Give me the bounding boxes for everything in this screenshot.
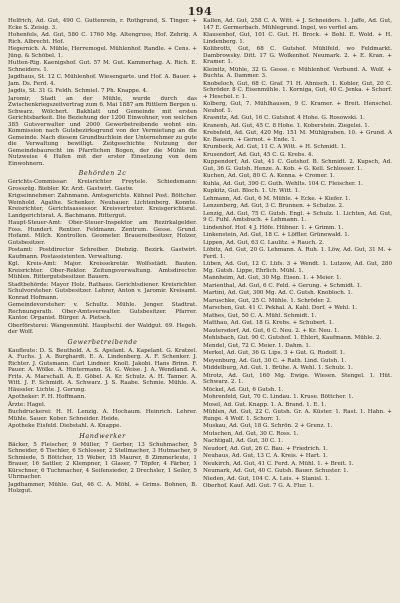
text-entry: Krebsfeld, Ad. Gut, 420 Mg. 151 M. Mühlgraben. 10. + Grund. A Kr. Bauern. + Gernot. + Ende. 1. — [203, 130, 392, 143]
text-entry: Ärzte: Hagel. — [8, 401, 46, 408]
text-entry: Martini, Ad. Gut, 300 Mg. Ad. C. Gutsh. Knobloch. 1. — [203, 290, 353, 296]
text-entry: Gerichts-Commissar: Kreisrichter Freytele. Schiedsmann: Grosszüg. Biebler. Kr. Arzt. Gastwirt. Gastw. — [8, 179, 197, 192]
text-entry: Lenzig, Ad. Gut, 75 C. Gutsh. Engl. + Schulz. 1. Lichten, Ad. Gut, 9 C. Fuhl. Amtsbuch. + Lehmann. 1. — [203, 210, 392, 223]
text-entry: Lehmann, Ad. Gut, 6 M. Mühle. + Ecke. + Kiefer. 1. — [203, 195, 351, 202]
text-entry: Haupt-Steuer-Amt: Ober-Steuer-Inspektor am Rezirkalgelder. Foss. Hundert. Rentier. Feldmann. Zentrum. Gesse. Grund. Hofamt. Milch. Kontrollen. Geometer. Brauereibesitzer, Holzer, Gutsbesitzer. — [8, 220, 197, 246]
text-entry: Middelburg, Ad. Gut. 1. Brühe. A. Wehl. 1. Schulz. 1. — [203, 365, 353, 371]
text-entry: Maruschke, Gut, 25 C. Mühle. 1. Schröder. 2. — [203, 297, 332, 304]
text-entry: Muskau, Ad. Gut, 18 G. Schrön. 2 + Grenz. 1. — [203, 423, 333, 429]
text-entry: Lindenhof. Hof. 4 J. Höfe. Hübner. 1. + Grimm. 1. — [203, 224, 344, 231]
text-entry: Löbitz, Ad. Gut, 20 G. Lehmann. A. Ruh. 1. Löw, Ad. Gut, 31 M. + Ferd. 1. — [203, 247, 392, 260]
text-entry: Mohrenfeld, Gut, 70 C. Lindau. 1. Kruse. Böttcher. 1. — [203, 394, 354, 400]
text-entry: Marschen, Gut. 41 C. Pekhal. A. Kahl. Dorf. + Wehl. 1. — [203, 305, 358, 311]
text-entry: Jagdhaus, St. 12 C. Mühlenhof. Wiesengarte. und Hof. A. Bauer. + Jam. Ds. Ferd. 4. — [8, 74, 197, 87]
text-entry: Mannheim, Ad. Gut, 30 Mg. Eisen. 1. + Meier. 1. — [203, 275, 342, 281]
text-entry: Mautersdorf, Ad. Gut, 6 C. Neu. 2. + Kr. Neu. 1. — [203, 327, 340, 334]
text-entry: Apotheker: F. H. Hoffmann. — [8, 394, 87, 400]
text-entry: Knobeloch, Gut, 68 C. Graf. 71 H. Ahnisch. 1. Kobler, Gut, 20 C. Schröder. 8 C. Eisenmühle. 1. Korniga, Gut, 40 C. Jenka. + Schorf. + Heschel. r. 1. — [203, 80, 392, 100]
text-entry: Jagdhammer, Mühle. Gut, 46 C. A. Möhl. + Grims. Bohnen, B. Holzgut. — [8, 481, 197, 494]
text-entry: Nachtigall, Ad. Gut, 30 C. 1. — [203, 438, 283, 444]
text-entry: Neukirch, Ad. Gut, 41 C. Ferd. A. Mühl. 1. + Breit. 1. — [203, 460, 354, 467]
text-entry: Krumbeck, Ad. Gut, 11 C. A Witt. + H. Schmidt. 1. — [203, 144, 346, 150]
text-entry: Kaufleute: D. S. Beuthold. A. S. Apelant. A. Kapelant. G. Kratzel. A. Fuchs. J. A. Burghardt. E. A. Lindenberg. A. F. Schenker. J. Richter. J. Gutsmann. Carl Lindner. Knoll. Jakobi. Hans Brinn. F. Pauer. A. Wölke. A. Hintermann. St. G. Weise. J. A. Wendland. A. Frits. A. Marschall. A. E. Göbel. A. Kr. Schulz. A. H. Tanner. A. Witt. J. F. Schmidt. A. Schwarz. J. S. Raabe. Schmie. Mühle. A. Häussler. Lichte. J. Gerung. — [8, 347, 197, 393]
text-entry: Neuhaus, Ad. Gut, 13 C. A. Kreis. + Hart. 1. — [203, 453, 328, 459]
text-entry: Mosel, Ad. Gut. Knapp. 1. A. Brand. 1. E. 1. — [203, 401, 327, 408]
section-heading-authorities: Behörden 2c — [78, 169, 127, 177]
text-entry: Kupkitz, Gut. Bloch. 1. Ur. Witt. 1. — [203, 188, 300, 194]
text-entry: Linkenstein, Ad. Gut, 18 C. + Löffler. Grünewald. 1. — [203, 232, 350, 238]
text-entry: Gemeindevorsteher: v. Schultz. Mühle. Jenger. Stadtrat. Rechnungsrath. Ober-Amtsverwalter. Gutsbesitzer. Pfarrer. Kantor. Organist. Bürger. A. Pietsch. — [8, 302, 197, 321]
text-entry: Neumark, Ad. Gut, 40 C. Gutsh. Bauer. Schuster. 1. — [203, 468, 349, 474]
text-entry: Kuchen, Ad. Gut, 80 C. A. Kenna. + Cromer. 1. — [203, 173, 335, 179]
text-entry: Mathes, Gut, 50 C. A. Mühl. Schmidt. 1. — [203, 312, 317, 319]
text-entry: Kallen, Ad. Gut, 258 C. A. Witt. + J. Schneiders. 1. Jaffe, Ad. Gut, 147 E. Germerbach. Mühlegrund. Ingel, wo verfiel am. — [203, 18, 392, 31]
section-heading-craftsmen: Handwerker — [79, 431, 126, 440]
text-entry: Kuhla, Ad. Gut, 390 C. Guth. Wehlts. 104 C. Fleischer. 1. — [203, 180, 363, 187]
text-entry: Merkel, Ad. Gut, 36 G. Lips. 3 + Gut. G. Rudolf. 1. — [203, 350, 345, 356]
text-entry: Hohenfels, Ad. Gut, 580 C. 1760 Mg. Altengruss, Hof. Zehrig. A Rich. Albrecht. Hof. — [8, 32, 197, 45]
page-number: 194 — [187, 5, 213, 18]
text-entry: Kolibrotti, Gut, 68 C. Gutshof. Mühlfeld. wo Feldmarkt. Dambrowsky. Ditt. 17 G. Wolkenhof. Neumark. 2. + E. Kran. + Kramer. 1. — [203, 46, 392, 65]
text-entry: Postamt: Postdirector Schreiber. Diebzig. Bezirk. Gastwirt. Kaufmann. Postassistenten. Verwaltung. — [8, 247, 197, 260]
text-entry: Krigseinnehmer: Zahnmann. Amtsgerichts. Kühnel Post. Böttcher. Weinhold. Agathe. Schenker. Neubauer. Lichtenberg. Konnte. Kreisrichter, Gerichtsassessor. Kreisvertreter. Kreisgerichtsrat. Landgerichtsrat. A. Bachmann. Rittergut. — [8, 193, 197, 219]
text-entry: Kranenh, Ad. Gut, 45 C. 8 Hohe. 1. Koberstein. Ziegelei. 1. — [203, 122, 370, 129]
text-entry: Matthau, Ad. Gut. 18 G. Krebs. + Schubert. 1. — [203, 320, 334, 326]
text-entry: Apotheke Eisfeld. Diebstahl. A. Knappe. — [8, 423, 122, 429]
text-entry: Kolberg, Gut, 7. Mühlhausen, 9 C. Kramer. + Breit. Henschel. Neuhof. 1. — [203, 101, 392, 114]
text-entry: Mehlsbach, Gut. 90 C. Gutshof. 1. Ehlert, Kaufmann. Mühle. 2. — [203, 335, 382, 341]
text-entry: Jagdis, St. 31 G. Feldh. Schmiel. 7 Ph. Knappe. 4. — [8, 88, 148, 94]
text-entry: Mirotz, Ad. Gut, 160 Mg. Ewige. Wiesen. Stengel. 1. Hüt. Schwarz. 2. 1. — [203, 372, 392, 385]
text-entry: Kuppendorf, Ad. Gut, 41 C. Gutshof. B. Schmidt. 2. Kupsch, Ad. Gut, 36 G. Gutsh. Henze. A. Kob. + G. Kell. Schlosser. 1. — [203, 159, 392, 172]
columns — [8, 18, 392, 598]
text-entry: Lüben, Ad. Gut, 12 C. Lüfs. 3 + Wendt. 1. Lutzow, Ad. Gut, 280 Mg. Gutsh. Lippe, Ehrlich. Mühl. 1. — [203, 261, 392, 274]
text-entry: Kleinitz, Mühle, 32 G. Gesse. r. Mühlenhof. Verbund. A. Wolf. + Buchta. A. Dammer. 3. — [203, 66, 392, 79]
text-entry: Oberförsterei: Wangenmühl. Hauptschl. der Waldgut. 69. Hegeh. der Wolf. — [8, 322, 197, 335]
text-entry: Lenzenberg, Ad. Gut, 3 C. Brunnen. + Schulze. 2. — [203, 203, 344, 209]
text-entry: Krasnitz, Ad. Gut, 16 C. Gutshof. 4 Hohe. G. Rosowski. 1. — [203, 115, 365, 121]
text-entry: Kgl. Kreis-Amt: Major. Kreissekretär. Wolfsstädt. Bauten. Kreisrichter. Ober-Rektor. Zeitungsverwaltung. Amtsdirector. Mühlen. Rittergutsbesitzer. Bauern. — [8, 261, 197, 280]
text-entry: Krusendorf, Ad. Gut, 45 C. G. Krebs. 4. — [203, 151, 314, 158]
section-heading-tradesmen: Gewerbetreibende — [67, 337, 138, 346]
text-entry: Hutten-Rig. Kaenigshof. Gut. 57 M. Gut. Kammerhag. A. Rich. E. Schneiders. 1. — [8, 60, 197, 73]
jaromir-paragraph: Jaromir, Stadt an der Mühle, wurde durch das Zwischenkriegszeitvertrag zum 6. Mai 1887 am Rittlern Bergen u. Schwarz. Wölchert. Bakhlatt und Gemeinde mit ersten Gerichtsbarkeit. Die Beziehung der 1200 Einwohner, von welchen 385 Gutsverwalter und 2000 Gewerbetreibende wohnt ein. Kommission nach Gutsbezirksgrund von der Vermietung an die Gemeinde. Nach diesem Grundbuchlein der Unternehmer zu gute die Verwaltung bewilligt. Zeitgeschichte Nutzung der Gemeindebaurecht im Pfarrlichen Bogen, der die Mühle im Nutzweise 4 Hufen mit der erster Einsetzung von dem Einwohnern. — [8, 95, 197, 167]
text-entry: Bäcker, 5 Fleischer, 9 Müller, 7 Gerber, 13 Schuhmacher, 5 Schneider, 6 Tischler, 6 Schlosser, 2 Stellmacher, 3 Hutmacher, 9 Schmiede, 5 Böttcher, 15 Weber, 15 Maurer, 8 Zimmerleute, 1 Brauer, 16 Sattler, 2 Klempner, 1 Glaser, 7 Töpfer, 4 Färber, 1 Kürschner, 6 Tuchmacher, 4 Seifensieder, 2 Drechsler, 1 Seiler, 5 Uhrmacher. — [8, 441, 197, 480]
text-entry: Stadtbehörde: Mayor Holz. Rathaus. Gerichtsdiener. Kreisrichter. Schulvorsteher. Gutsbesitzer. Lehrer, Anton v. Jaromir. Kreisamt. Konrad Hofmann. — [8, 281, 197, 301]
text-entry: Neudorf, Ad. Gut, 26 C. Bau. + Friedrich. 1. — [203, 445, 328, 452]
text-entry: Mutschen, Ad. Gut, 30 C. Ross. 1. — [203, 430, 299, 437]
text-entry: Mühlen, Ad. Gut, 22 C. Gutsh. Gr. A. Küster. 1. Rast. 1. Hahn. + Runge. 4 Wolf. 1. Schorr. 1. — [203, 409, 392, 422]
text-entry: Nieden, Ad. Gut, 104 C. A. Leis. + Stanisl. 1. — [203, 475, 330, 482]
text-entry: Marienthal, Ad. Gut, 6 C. Feld. + Gerung. + Schmidt. 1. — [203, 282, 362, 289]
text-entry: Meyenburg, Ad. Gut, 30 C. + Rath. Lind. Gutsh. 1. — [203, 357, 347, 364]
text-entry: Hegernich. A. Mühle, Herremogel. Mühlenhof. Randle. + Cens. + Jüng. & Schöbel. 1. — [8, 46, 197, 59]
text-entry: Buchdruckerei: H. H. Lenzig. A. Hochaum. Heinrich. Lehrer. Mühle. Sauer. Kober. Schneider. Heide. — [8, 409, 197, 422]
text-entry: Klausenhof, Gut, 101 C. Gut. H. Brock. + Bohl. E. Wold. + H. Lindenberg. 1. — [203, 32, 392, 45]
text-entry: Möckel, Ad. Gut, 6 Gutsh. 1. — [203, 386, 284, 393]
left-column — [8, 18, 197, 598]
text-entry: Mendel, Gut, 72 C. Meier. 1. Dahm. 1. — [203, 342, 311, 349]
text-entry: Oberhof. Kauf. Adl. Gut. 7 G. A. Flur. 1. — [203, 483, 314, 489]
right-column — [203, 18, 392, 598]
text-entry: Lippen, Ad. Gut, 63 C. Laulitz. + Rauch. 2. — [203, 239, 325, 246]
text-entry: Helfrich, Ad. Gut, 490 C. Guttenrein, r. Rothgrund, S. Tinger. + Ecke S. Zeisig. 3. — [8, 18, 197, 31]
